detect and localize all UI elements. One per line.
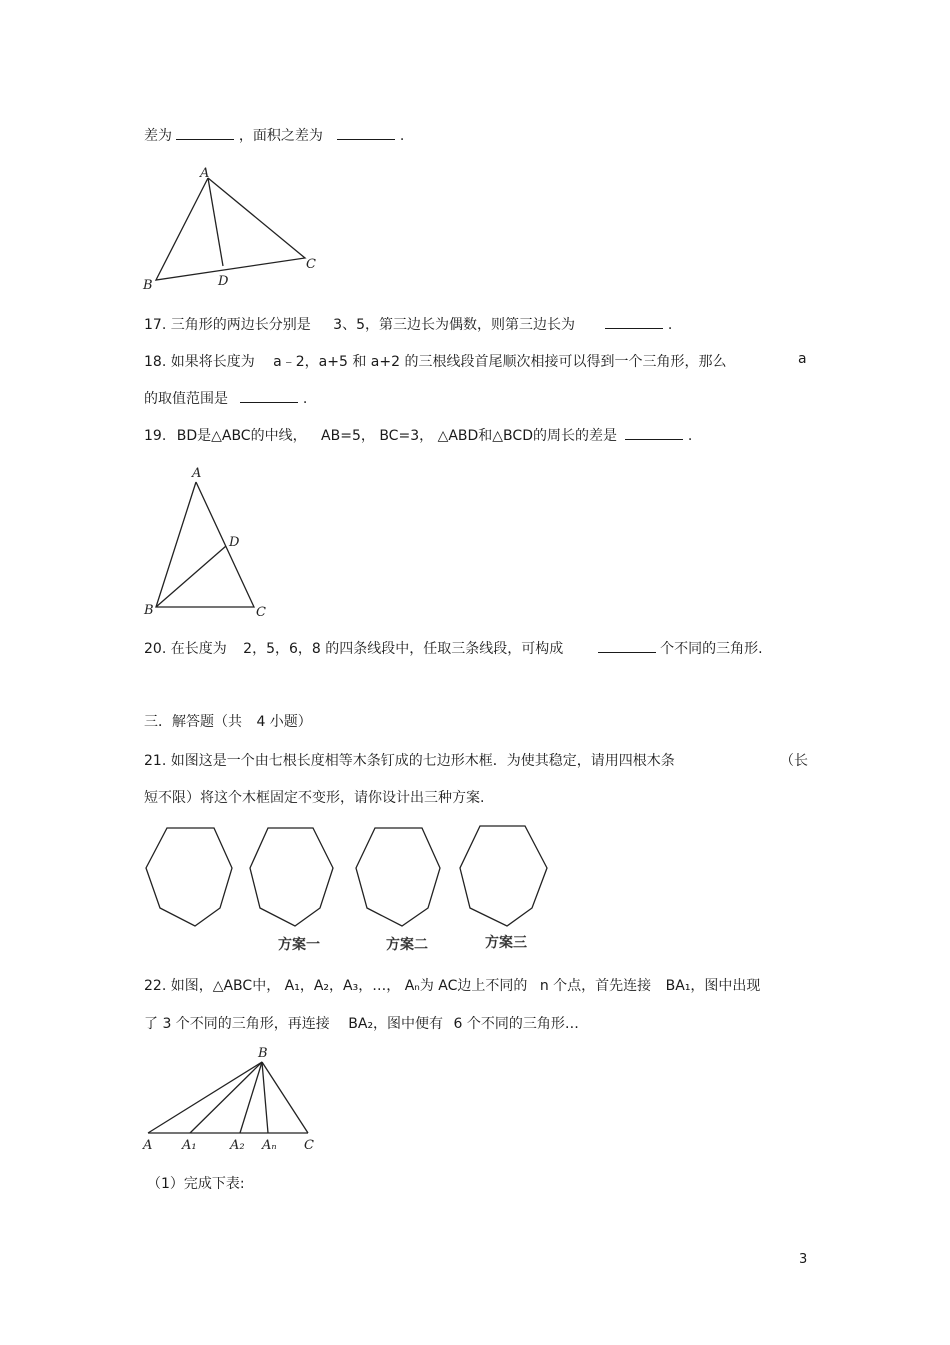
- label-b: B: [258, 1046, 268, 1061]
- q18-end: .: [302, 391, 308, 407]
- q20-end: 个不同的三角形.: [660, 641, 763, 657]
- heptagon-plan-1: [250, 828, 333, 926]
- segment-bc: [262, 1062, 308, 1133]
- q20-number: 20.: [144, 641, 167, 657]
- q18-expression: a﹣2，a+5 和 a+2 的三根线段首尾顺次相接可以得到一个三角形，那么: [273, 354, 727, 370]
- top-line: [144, 125, 404, 145]
- section-3-count: 4 小题）: [256, 714, 312, 730]
- q22-an: Aₙ为 AC边上不同的: [404, 978, 528, 994]
- question-17: [144, 314, 672, 334]
- question-20: [144, 638, 763, 658]
- question-18-line2: [144, 388, 307, 408]
- q22-number: 22.: [144, 978, 167, 994]
- question-21: [144, 750, 675, 770]
- caption-plan-3: 方案三: [485, 935, 527, 951]
- heptagon-plan-3: [460, 826, 547, 926]
- q17-end: .: [667, 317, 673, 333]
- q20-text: 在长度为: [170, 641, 227, 657]
- top-text-2: ，面积之差为: [238, 128, 323, 144]
- segment-bd: [156, 546, 226, 607]
- q18-number: 18.: [144, 354, 167, 370]
- answer-blank: [240, 388, 298, 403]
- q21-line2: 短不限）将这个木框固定不变形，请你设计出三种方案.: [144, 790, 485, 806]
- q21-paren: （长: [780, 753, 808, 769]
- answer-blank: [176, 125, 234, 140]
- segment-ban: [262, 1062, 268, 1133]
- q22-line1a: 如图，△ABC中，: [170, 978, 281, 994]
- q22-ba1: BA₁，图中出现: [665, 978, 761, 994]
- page-number: 3: [799, 1252, 808, 1267]
- q21-number: 21.: [144, 753, 167, 769]
- segment-ad: [208, 178, 223, 266]
- question-19: [144, 425, 692, 445]
- label-a: A: [143, 1138, 153, 1153]
- label-a2: A₂: [230, 1138, 245, 1153]
- triangle-abc: [156, 178, 305, 280]
- question-22-line2: [144, 1013, 579, 1033]
- figure-cevians: [138, 1040, 328, 1155]
- q18-variable: a: [798, 351, 807, 367]
- q19-rest: △ABD和△BCD的周长的差是: [437, 428, 617, 444]
- q17-values: 3、5，第三边长为偶数，则第三边长为: [333, 317, 575, 333]
- label-a1: A₁: [182, 1138, 197, 1153]
- q22-a-points: A₁，A₂，A₃，…，: [284, 978, 401, 994]
- label-d: D: [229, 535, 240, 550]
- top-text-1: 差为: [144, 128, 172, 144]
- label-b: B: [144, 603, 154, 618]
- q19-text: BD是△ABC的中线，: [176, 428, 307, 444]
- q17-text: 三角形的两边长分别是: [170, 317, 311, 333]
- segment-ba: [148, 1062, 262, 1133]
- label-c: C: [306, 257, 316, 272]
- q20-values: 2，5，6，8 的四条线段中，任取三条线段，可构成: [243, 641, 564, 657]
- question-18: [144, 351, 726, 371]
- q18-line2-text: 的取值范围是: [144, 391, 228, 407]
- q22-line2a: 了 3 个不同的三角形，再连接: [144, 1016, 330, 1032]
- q22-ba2: BA₂，图中便有: [348, 1016, 444, 1032]
- q22-line2b: 6 个不同的三角形…: [453, 1016, 579, 1032]
- answer-blank: [598, 638, 656, 653]
- label-c: C: [304, 1138, 314, 1153]
- heptagon-plan-2: [356, 828, 440, 926]
- q19-end: .: [687, 428, 693, 444]
- top-text-3: .: [399, 128, 405, 144]
- figure-triangle-abd: [138, 160, 338, 295]
- label-b: B: [143, 278, 153, 293]
- question-22: [144, 975, 760, 995]
- figure-heptagons: [140, 818, 560, 958]
- heptagon-original: [146, 828, 232, 926]
- q17-number: 17.: [144, 317, 167, 333]
- answer-blank: [337, 125, 395, 140]
- q19-bc: BC=3，: [379, 428, 434, 444]
- section-3-title: 三．解答题（共: [144, 714, 242, 730]
- q19-number: 19.: [144, 428, 167, 444]
- part-1-prompt: （1）完成下表:: [147, 1176, 245, 1192]
- label-a: A: [200, 166, 210, 181]
- answer-blank: [605, 314, 663, 329]
- q19-ab: AB=5，: [321, 428, 375, 444]
- section-3-heading: [144, 711, 312, 731]
- caption-plan-1: 方案一: [278, 937, 320, 953]
- q22-n: n 个点，首先连接: [539, 978, 652, 994]
- label-c: C: [256, 605, 266, 620]
- label-d: D: [218, 274, 229, 289]
- answer-blank: [625, 425, 683, 440]
- label-an: Aₙ: [262, 1138, 277, 1153]
- caption-plan-2: 方案二: [386, 937, 428, 953]
- q21-line1: 如图这是一个由七根长度相等木条钉成的七边形木框．为使其稳定，请用四根木条: [170, 753, 675, 769]
- q18-text: 如果将长度为: [170, 354, 255, 370]
- figure-triangle-median: [138, 460, 278, 620]
- label-a: A: [192, 466, 202, 481]
